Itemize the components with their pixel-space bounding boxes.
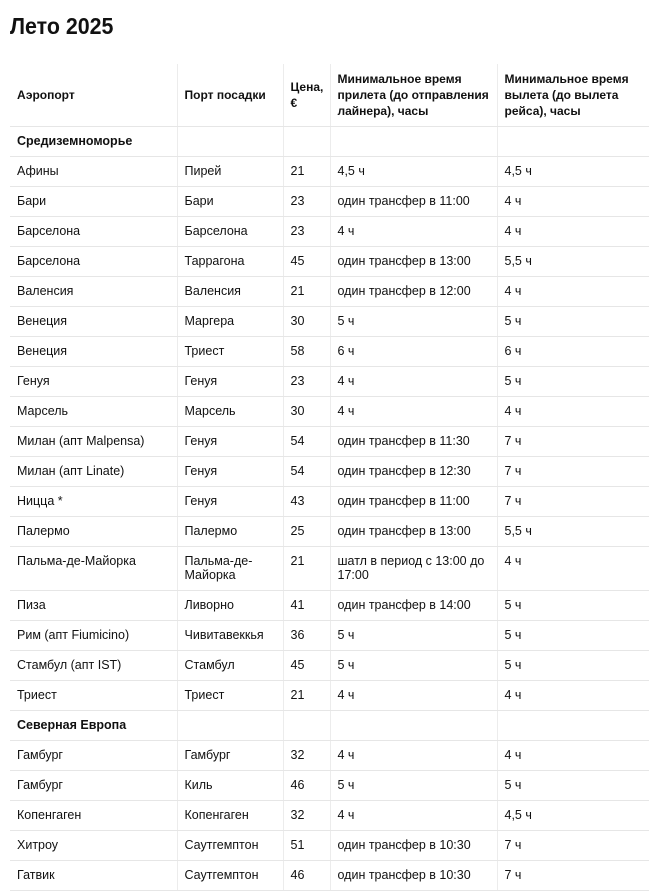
price-cell: 21	[283, 277, 330, 307]
table-row	[10, 547, 649, 591]
arrival-time-cell: один трансфер в 10:30	[330, 831, 497, 861]
section-empty-cell	[330, 127, 497, 157]
arrival-time-cell: один трансфер в 11:30	[330, 427, 497, 457]
airport-cell: Милан (апт Linate)	[10, 457, 177, 487]
port-cell: Маргера	[177, 307, 283, 337]
table-row	[10, 307, 649, 337]
airport-cell: Пальма-де-Майорка	[10, 547, 177, 591]
table-row	[10, 337, 649, 367]
departure-time-cell: 7 ч	[497, 861, 649, 891]
arrival-time-cell: один трансфер в 14:00	[330, 591, 497, 621]
departure-time-cell: 5 ч	[497, 621, 649, 651]
header-departure-time: Минимальное время вылета (до вылета рейса), часы	[497, 64, 649, 127]
arrival-time-cell: 5 ч	[330, 771, 497, 801]
arrival-time-cell: 6 ч	[330, 337, 497, 367]
table-row	[10, 247, 649, 277]
price-cell: 23	[283, 367, 330, 397]
airport-cell: Валенсия	[10, 277, 177, 307]
departure-time-cell: 5 ч	[497, 307, 649, 337]
price-cell: 45	[283, 651, 330, 681]
table-row	[10, 801, 649, 831]
airport-cell: Ницца *	[10, 487, 177, 517]
port-cell: Пирей	[177, 157, 283, 187]
arrival-time-cell: 4 ч	[330, 681, 497, 711]
port-cell: Генуя	[177, 367, 283, 397]
airport-cell: Барселона	[10, 217, 177, 247]
table-row	[10, 397, 649, 427]
port-cell: Киль	[177, 771, 283, 801]
airport-cell: Хитроу	[10, 831, 177, 861]
table-body	[10, 127, 649, 891]
arrival-time-cell: один трансфер в 12:30	[330, 457, 497, 487]
arrival-time-cell: 5 ч	[330, 621, 497, 651]
table-row	[10, 157, 649, 187]
port-cell: Триест	[177, 337, 283, 367]
price-cell: 32	[283, 801, 330, 831]
departure-time-cell: 6 ч	[497, 337, 649, 367]
departure-time-cell: 5 ч	[497, 367, 649, 397]
departure-time-cell: 4 ч	[497, 397, 649, 427]
section-empty-cell	[497, 711, 649, 741]
airport-cell: Копенгаген	[10, 801, 177, 831]
airport-cell: Марсель	[10, 397, 177, 427]
arrival-time-cell: один трансфер в 13:00	[330, 517, 497, 547]
section-empty-cell	[283, 711, 330, 741]
table-row	[10, 427, 649, 457]
departure-time-cell: 7 ч	[497, 427, 649, 457]
table-row	[10, 831, 649, 861]
airport-cell: Гамбург	[10, 741, 177, 771]
departure-time-cell: 4 ч	[497, 547, 649, 591]
price-cell: 25	[283, 517, 330, 547]
arrival-time-cell: 5 ч	[330, 651, 497, 681]
airport-cell: Пиза	[10, 591, 177, 621]
header-port: Порт посадки	[177, 64, 283, 127]
arrival-time-cell: один трансфер в 11:00	[330, 187, 497, 217]
port-cell: Бари	[177, 187, 283, 217]
price-cell: 36	[283, 621, 330, 651]
airport-cell: Гамбург	[10, 771, 177, 801]
arrival-time-cell: 4 ч	[330, 217, 497, 247]
port-cell: Генуя	[177, 457, 283, 487]
arrival-time-cell: 4 ч	[330, 741, 497, 771]
port-cell: Стамбул	[177, 651, 283, 681]
price-cell: 51	[283, 831, 330, 861]
price-cell: 46	[283, 861, 330, 891]
price-cell: 58	[283, 337, 330, 367]
departure-time-cell: 7 ч	[497, 457, 649, 487]
port-cell: Гамбург	[177, 741, 283, 771]
arrival-time-cell: 4 ч	[330, 801, 497, 831]
port-cell: Копенгаген	[177, 801, 283, 831]
price-cell: 54	[283, 427, 330, 457]
arrival-time-cell: один трансфер в 10:30	[330, 861, 497, 891]
airport-cell: Рим (апт Fiumicino)	[10, 621, 177, 651]
airport-cell: Бари	[10, 187, 177, 217]
section-empty-cell	[497, 127, 649, 157]
arrival-time-cell: 5 ч	[330, 307, 497, 337]
departure-time-cell: 4 ч	[497, 277, 649, 307]
departure-time-cell: 5,5 ч	[497, 247, 649, 277]
departure-time-cell: 4 ч	[497, 681, 649, 711]
price-cell: 23	[283, 187, 330, 217]
departure-time-cell: 5 ч	[497, 651, 649, 681]
port-cell: Саутгемптон	[177, 861, 283, 891]
departure-time-cell: 4,5 ч	[497, 801, 649, 831]
table-row	[10, 861, 649, 891]
table-row	[10, 457, 649, 487]
airport-cell: Генуя	[10, 367, 177, 397]
departure-time-cell: 7 ч	[497, 831, 649, 861]
airport-cell: Гатвик	[10, 861, 177, 891]
price-cell: 54	[283, 457, 330, 487]
price-cell: 30	[283, 307, 330, 337]
port-cell: Ливорно	[177, 591, 283, 621]
section-empty-cell	[330, 711, 497, 741]
table-row	[10, 277, 649, 307]
price-cell: 21	[283, 157, 330, 187]
port-cell: Палермо	[177, 517, 283, 547]
price-cell: 46	[283, 771, 330, 801]
table-row	[10, 367, 649, 397]
price-cell: 23	[283, 217, 330, 247]
airport-cell: Триест	[10, 681, 177, 711]
table-row	[10, 591, 649, 621]
price-cell: 45	[283, 247, 330, 277]
port-cell: Триест	[177, 681, 283, 711]
price-cell: 32	[283, 741, 330, 771]
arrival-time-cell: один трансфер в 13:00	[330, 247, 497, 277]
section-row	[10, 127, 649, 157]
arrival-time-cell: 4,5 ч	[330, 157, 497, 187]
airport-cell: Палермо	[10, 517, 177, 547]
table-row	[10, 187, 649, 217]
table-row	[10, 621, 649, 651]
arrival-time-cell: 4 ч	[330, 397, 497, 427]
arrival-time-cell: один трансфер в 12:00	[330, 277, 497, 307]
departure-time-cell: 5 ч	[497, 591, 649, 621]
port-cell: Саутгемптон	[177, 831, 283, 861]
port-cell: Таррагона	[177, 247, 283, 277]
departure-time-cell: 4 ч	[497, 187, 649, 217]
table-row	[10, 217, 649, 247]
table-row	[10, 487, 649, 517]
airport-cell: Милан (апт Malpensa)	[10, 427, 177, 457]
table-row	[10, 517, 649, 547]
section-title: Средиземноморье	[10, 127, 177, 157]
price-cell: 41	[283, 591, 330, 621]
port-cell: Валенсия	[177, 277, 283, 307]
departure-time-cell: 5,5 ч	[497, 517, 649, 547]
table-row	[10, 651, 649, 681]
port-cell: Пальма-де-Майорка	[177, 547, 283, 591]
port-cell: Барселона	[177, 217, 283, 247]
port-cell: Чивитавеккья	[177, 621, 283, 651]
section-empty-cell	[177, 127, 283, 157]
airport-cell: Афины	[10, 157, 177, 187]
departure-time-cell: 5 ч	[497, 771, 649, 801]
transfer-table	[10, 64, 649, 891]
section-row	[10, 711, 649, 741]
table-row	[10, 771, 649, 801]
header-price: Цена, €	[283, 64, 330, 127]
port-cell: Генуя	[177, 427, 283, 457]
table-row	[10, 741, 649, 771]
airport-cell: Венеция	[10, 307, 177, 337]
airport-cell: Стамбул (апт IST)	[10, 651, 177, 681]
departure-time-cell: 4,5 ч	[497, 157, 649, 187]
airport-cell: Венеция	[10, 337, 177, 367]
arrival-time-cell: 4 ч	[330, 367, 497, 397]
departure-time-cell: 7 ч	[497, 487, 649, 517]
page-title: Лето 2025	[10, 13, 114, 39]
price-cell: 43	[283, 487, 330, 517]
price-cell: 21	[283, 681, 330, 711]
header-airport: Аэропорт	[10, 64, 177, 127]
table-row	[10, 681, 649, 711]
section-empty-cell	[283, 127, 330, 157]
price-cell: 21	[283, 547, 330, 591]
arrival-time-cell: шатл в период с 13:00 до 17:00	[330, 547, 497, 591]
airport-cell: Барселона	[10, 247, 177, 277]
table-header-row	[10, 64, 649, 127]
section-title: Северная Европа	[10, 711, 177, 741]
port-cell: Марсель	[177, 397, 283, 427]
port-cell: Генуя	[177, 487, 283, 517]
departure-time-cell: 4 ч	[497, 741, 649, 771]
price-cell: 30	[283, 397, 330, 427]
header-arrival-time: Минимальное время прилета (до отправления лайнера), часы	[330, 64, 497, 127]
arrival-time-cell: один трансфер в 11:00	[330, 487, 497, 517]
departure-time-cell: 4 ч	[497, 217, 649, 247]
section-empty-cell	[177, 711, 283, 741]
